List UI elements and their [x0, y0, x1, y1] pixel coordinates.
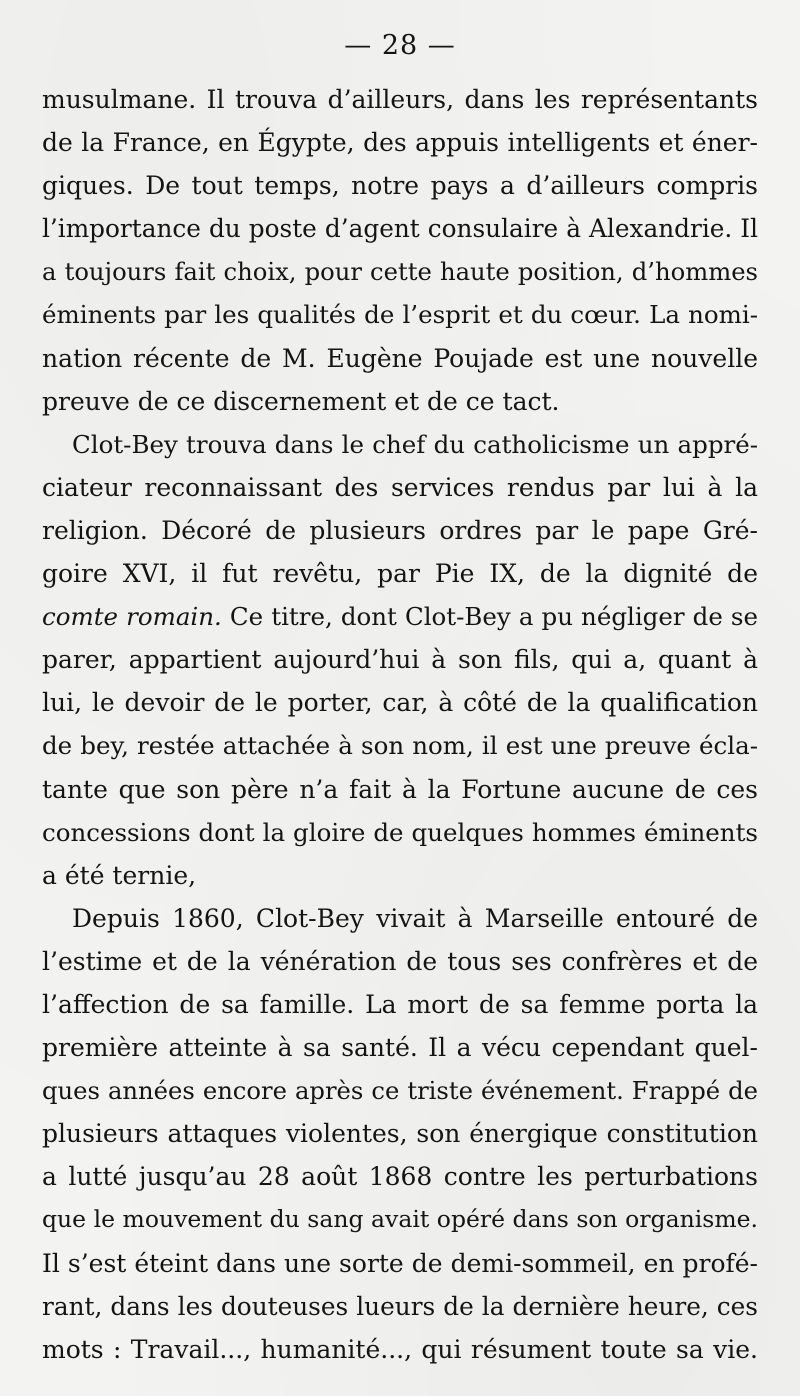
text-line: de la France, en Égypte, des appuis intelligents et éner- [42, 128, 758, 158]
text-line: l’affection de sa famille. La mort de sa femme porta la [42, 989, 758, 1019]
text-line: de bey, restée attachée à son nom, il est une preuve écla- [42, 731, 758, 761]
text-line: giques. De tout temps, notre pays a d’ailleurs compris [42, 171, 758, 201]
text-line: l’estime et de la vénération de tous ses confrères et de [42, 946, 758, 976]
text-line: concessions dont la gloire de quelques hommes éminents [42, 817, 758, 847]
text-line: tante que son père n’a fait à la Fortune aucune de ces [42, 774, 758, 804]
text-line: parer, appartient aujourd’hui à son fils, qui a, quant à [42, 645, 758, 675]
text-line: plusieurs attaques violentes, son énergique constitution [42, 1119, 758, 1149]
text-line: goire XVI, il fut revêtu, par Pie IX, de la dignité de [42, 559, 758, 589]
text-line: a toujours fait choix, pour cette haute position, d’hommes [42, 257, 758, 287]
text-line: a lutté jusqu’au 28 août 1868 contre les perturbations [42, 1162, 758, 1192]
text-line-mixed [42, 595, 758, 638]
italic-phrase: comte romain. [42, 602, 222, 632]
text-line: a été ternie, [42, 860, 197, 890]
text-line: lui, le devoir de le porter, car, à côté de la qualification [42, 688, 758, 718]
text-line: preuve de ce discernement et de ce tact. [42, 386, 560, 416]
text-line: rant, dans les douteuses lueurs de la dernière heure, ces [42, 1291, 758, 1321]
text-line: l’importance du poste d’agent consulaire à Alexandrie. Il [42, 214, 758, 244]
text-line: éminents par les qualités de l’esprit et du cœur. La nomi- [42, 300, 758, 330]
text-line: mots : Travail..., humanité..., qui résument toute sa vie. [42, 1334, 758, 1364]
body-text [42, 78, 758, 1371]
text-segment: Ce titre, dont Clot-Bey a pu négliger de se [221, 602, 758, 632]
text-line: religion. Décoré de plusieurs ordres par le pape Gré- [42, 515, 758, 545]
text-line: ques années encore après ce triste événement. Frappé de [42, 1076, 758, 1106]
text-line: ciateur reconnaissant des services rendus par lui à la [42, 472, 758, 502]
text-line: musulmane. Il trouva d’ailleurs, dans les représentants [42, 85, 758, 114]
text-line: Depuis 1860, Clot-Bey vivait à Marseille entouré de [72, 903, 758, 933]
text-line: Il s’est éteint dans une sorte de demi-sommeil, en profé- [42, 1248, 758, 1278]
text-line: première atteinte à sa santé. Il a vécu cependant quel- [42, 1033, 758, 1063]
text-line: que le mouvement du sang avait opéré dans son organisme. [42, 1205, 758, 1234]
text-line: nation récente de M. Eugène Poujade est une nouvelle [42, 343, 758, 373]
page-number: — 28 — [344, 30, 456, 61]
text-line: Clot-Bey trouva dans le chef du catholicisme un appré- [72, 429, 758, 459]
